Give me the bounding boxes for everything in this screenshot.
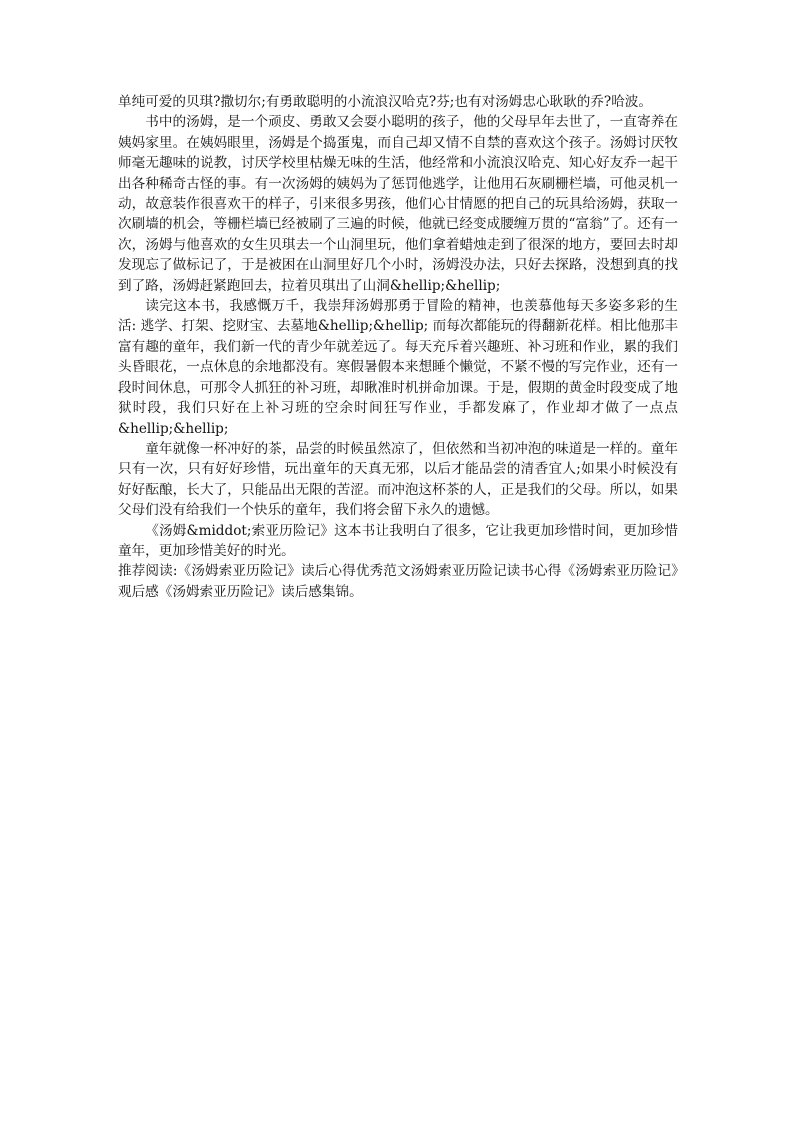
paragraph-reflection: 读完这本书，我感慨万千，我崇拜汤姆那勇于冒险的精神，也羡慕他每天多姿多彩的生活: 逃学、打架、挖财宝、去墓地&hellip;&hellip; 而每次都能玩的得翻新花样。相比他那丰富有趣的童年，我们新一代的青少年就差远了。每天充斥着兴趣班、补习班和作业，累的我们头昏眼花，一点休息的余地都没有。寒假暑假本来想睡个懒觉，不紧不慢的写完作业，还有一段时间休息，可那令人抓狂的补习班，却瞅准时机拼命加课。于是，假期的黄金时段变成了地狱时段，我们只好在上补习班的空余时间狂写作业，手都发麻了，作业却才做了一点点&hellip;&hellip; (118, 298, 678, 437)
document-page (118, 92, 678, 602)
paragraph-intro-continuation: 单纯可爱的贝琪?撒切尔;有勇敢聪明的小流浪汉哈克?芬;也有对汤姆忠心耿耿的乔?哈波。 (118, 94, 652, 110)
paragraph-conclusion: 《汤姆&middot;索亚历险记》这本书让我明白了很多，它让我更加珍惜时间，更加珍惜童年，更加珍惜美好的时光。 (118, 522, 678, 559)
paragraph-childhood-tea: 童年就像一杯冲好的茶，品尝的时候虽然凉了，但依然和当初冲泡的味道是一样的。童年只有一次，只有好好珍惜，玩出童年的天真无邪，以后才能品尝的清香宜人;如果小时候没有好好酝酿，长大了，只能品出无限的苦涩。而冲泡这杯茶的人，正是我们的父母。所以，如果父母们没有给我们一个快乐的童年，我们将会留下永久的遗憾。 (118, 440, 678, 519)
recommended-reading: 推荐阅读:《汤姆索亚历险记》读后心得优秀范文汤姆索亚历险记读书心得《汤姆索亚历险记》观后感《汤姆索亚历险记》读后感集锦。 (118, 563, 678, 600)
paragraph-tom-story: 书中的汤姆，是一个顽皮、勇敢又会耍小聪明的孩子，他的父母早年去世了，一直寄养在姨妈家里。在姨妈眼里，汤姆是个捣蛋鬼，而自己却又情不自禁的喜欢这个孩子。汤姆讨厌牧师毫无趣味的说教，讨厌学校里枯燥无味的生活，他经常和小流浪汉哈克、知心好友乔一起干出各种稀奇古怪的事。有一次汤姆的姨妈为了惩罚他逃学，让他用石灰刷栅栏墙，可他灵机一动，故意装作很喜欢干的样子，引来很多男孩，他们心甘情愿的把自己的玩具给汤姆，获取一次刷墙的机会，等栅栏墙已经被刷了三遍的时候，他就已经变成腰缠万贯的“富翁”了。还有一次，汤姆与他喜欢的女生贝琪去一个山洞里玩，他们拿着蜡烛走到了很深的地方，要回去时却发现忘了做标记了，于是被困在山洞里好几个小时，汤姆没办法，只好去探路，没想到真的找到了路，汤姆赶紧跑回去，拉着贝琪出了山洞&hellip;&hellip; (118, 114, 678, 294)
